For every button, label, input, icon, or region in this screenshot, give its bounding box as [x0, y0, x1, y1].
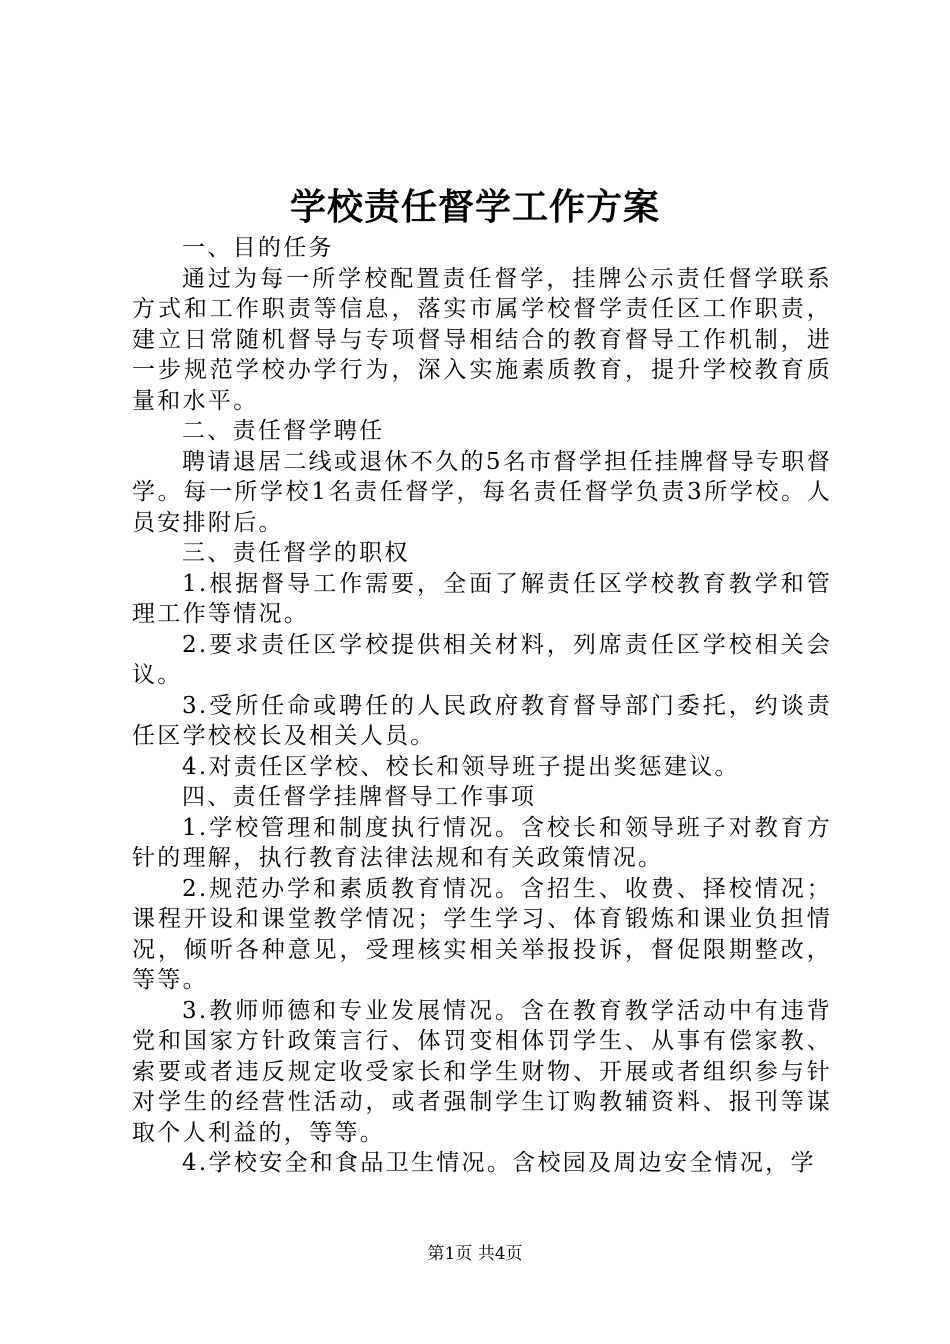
matters-item-3: 3.教师师德和专业发展情况。含在教育教学活动中有违背党和国家方针政策言行、体罚变相体罚学生、从事有偿家教、索要或者违反规定收受家长和学生财物、开展或者组织参与针对学生的经营性活动，或者强制学生订购教辅资料、报刊等谋取个人利益的，等等。	[132, 997, 832, 1146]
authority-item-3: 3.受所任命或聘任的人民政府教育督导部门委托，约谈责任区学校校长及相关人员。	[132, 692, 832, 749]
page-number-footer: 第1页 共4页	[427, 1244, 523, 1264]
authority-item-1: 1.根据督导工作需要，全面了解责任区学校教育教学和管理工作等情况。	[132, 570, 832, 627]
heading-purpose: 一、目的任务	[182, 235, 334, 261]
authority-item-2: 2.要求责任区学校提供相关材料，列席责任区学校相关会议。	[132, 631, 832, 688]
paragraph-appointment: 聘请退居二线或退休不久的5名市督学担任挂牌督导专职督学。每一所学校1名责任督学，每名责任督学负责3所学校。人员安排附后。	[132, 448, 832, 536]
heading-authority: 三、责任督学的职权	[182, 540, 410, 566]
heading-matters: 四、责任督学挂牌督导工作事项	[182, 784, 537, 810]
document-title: 学校责任督学工作方案	[289, 187, 660, 228]
paragraph-purpose: 通过为每一所学校配置责任督学，挂牌公示责任督学联系方式和工作职责等信息，落实市属学校督学责任区工作职责，建立日常随机督导与专项督导相结合的教育督导工作机制，进一步规范学校办学行为，深入实施素质教育，提升学校教育质量和水平。	[132, 265, 832, 414]
matters-item-2: 2.规范办学和素质教育情况。含招生、收费、择校情况；课程开设和课堂教学情况；学生学习、体育锻炼和课业负担情况，倾听各种意见，受理核实相关举报投诉，督促限期整改，等等。	[132, 875, 832, 993]
matters-item-4: 4.学校安全和食品卫生情况。含校园及周边安全情况，学	[182, 1150, 816, 1176]
heading-appointment: 二、责任督学聘任	[182, 418, 385, 444]
matters-item-1: 1.学校管理和制度执行情况。含校长和领导班子对教育方针的理解，执行教育法律法规和有关政策情况。	[132, 814, 832, 871]
document-body	[132, 233, 832, 1179]
authority-item-4: 4.对责任区学校、校长和领导班子提出奖惩建议。	[182, 753, 740, 780]
